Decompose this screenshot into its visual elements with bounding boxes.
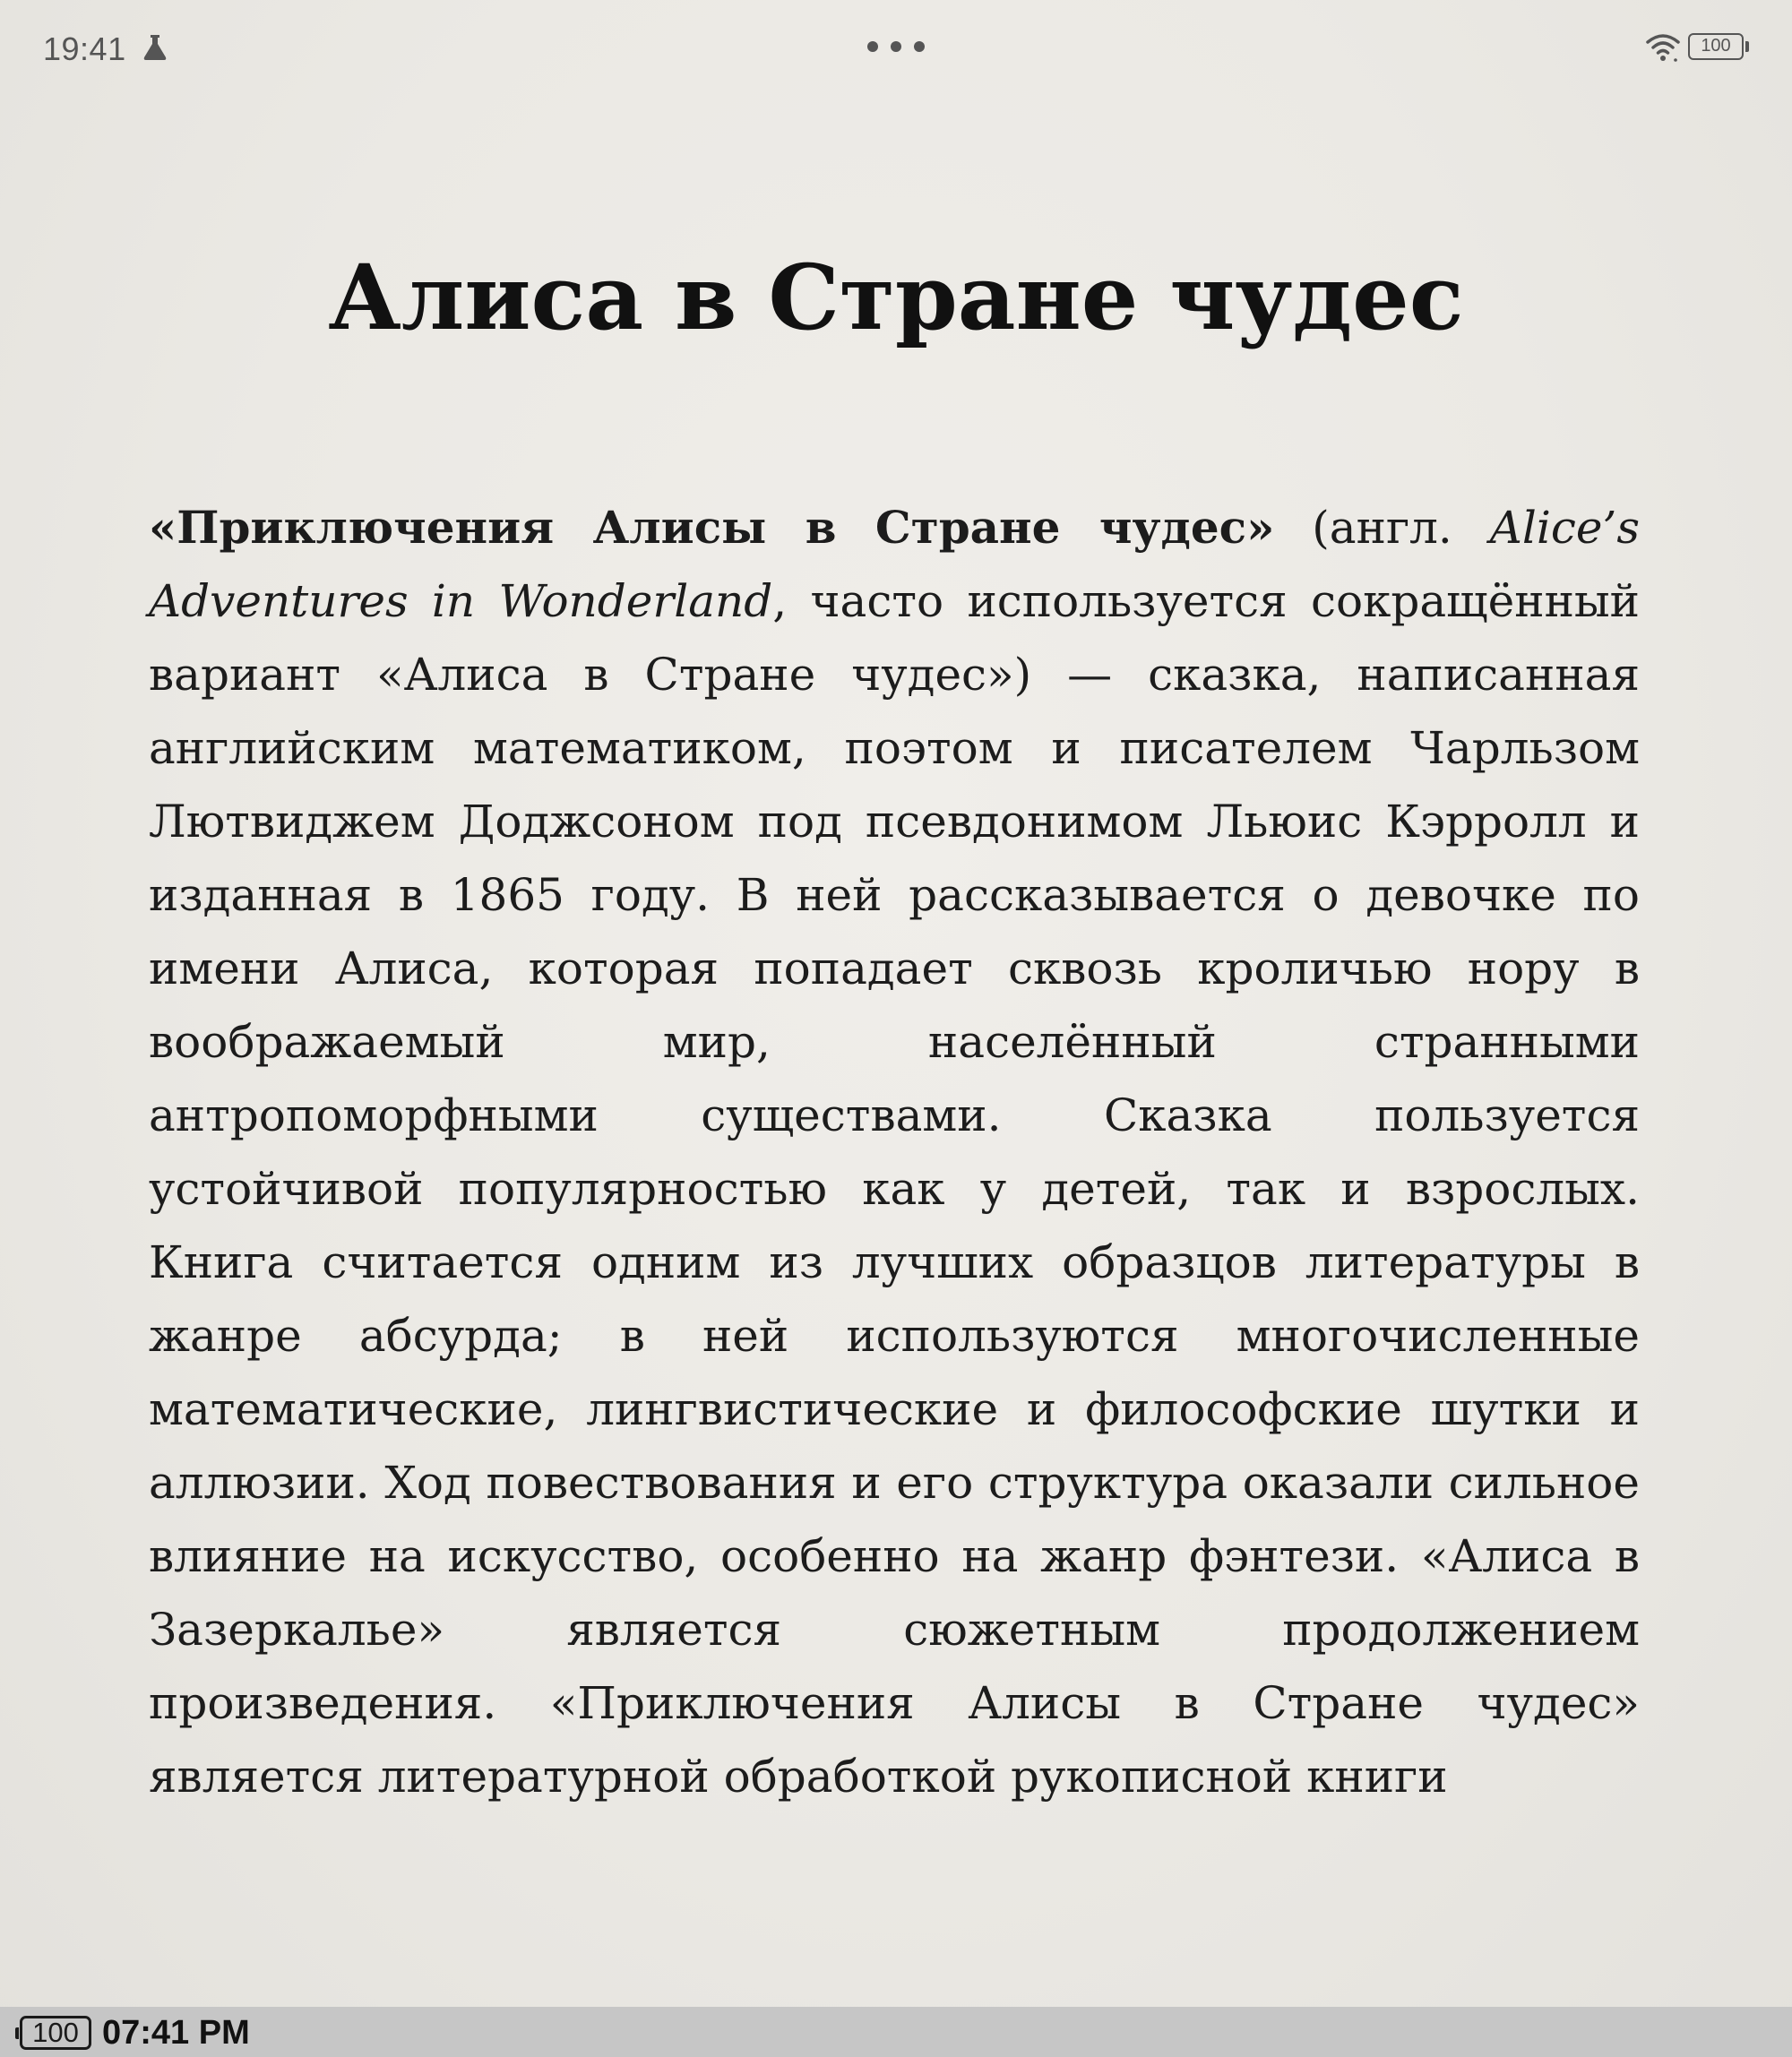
bottom-clock: 07:41 PM xyxy=(102,2014,250,2052)
bold-book-title: «Приключения Алисы в Стране чудес» xyxy=(149,501,1275,554)
bottom-bar xyxy=(0,2007,1792,2057)
wifi-icon xyxy=(1645,32,1681,63)
body-prefix: (англ. xyxy=(1274,502,1490,554)
battery-icon: 100 xyxy=(1688,33,1744,60)
bottom-battery-icon: 100 xyxy=(20,2016,91,2050)
status-time: 19:41 xyxy=(43,30,126,67)
flask-icon xyxy=(140,32,170,63)
english-title: Alice’s Adventures in Wonderland xyxy=(149,502,1640,627)
body-text: , часто используется сокращённый вариант «Алиса в Стране чудес») — сказка, написанная английским математиком, поэтом и писателем Чарльзом Лютвиджем Доджсоном под псевдонимом Льюис Кэрролл и изданная в 1865 году. В ней рассказывается о девочке по имени Алиса, которая попадает сквозь кроличью нору в воображаемый мир, населённый странными антропоморфными существами. Сказка пользуется устойчивой популярностью как у детей, так и взрослых. Книга считается одним из лучших образцов литературы в жанре абсурда; в ней используются многочисленные математические, лингвистические и философские шутки и аллюзии. Ход повествования и его структура оказали сильное влияние на искусство, особенно на жанр фэнтези. «Алиса в Зазеркалье» является сюжетным продолжением произведения. «Приключения Алисы в Стране чудес» является литературной обработкой рукописной книги xyxy=(149,575,1641,1803)
more-dots-icon[interactable] xyxy=(867,41,925,54)
status-bar xyxy=(0,0,1792,99)
book-body-paragraph xyxy=(149,491,1640,1813)
book-title: Алиса в Стране чудес xyxy=(328,245,1464,350)
